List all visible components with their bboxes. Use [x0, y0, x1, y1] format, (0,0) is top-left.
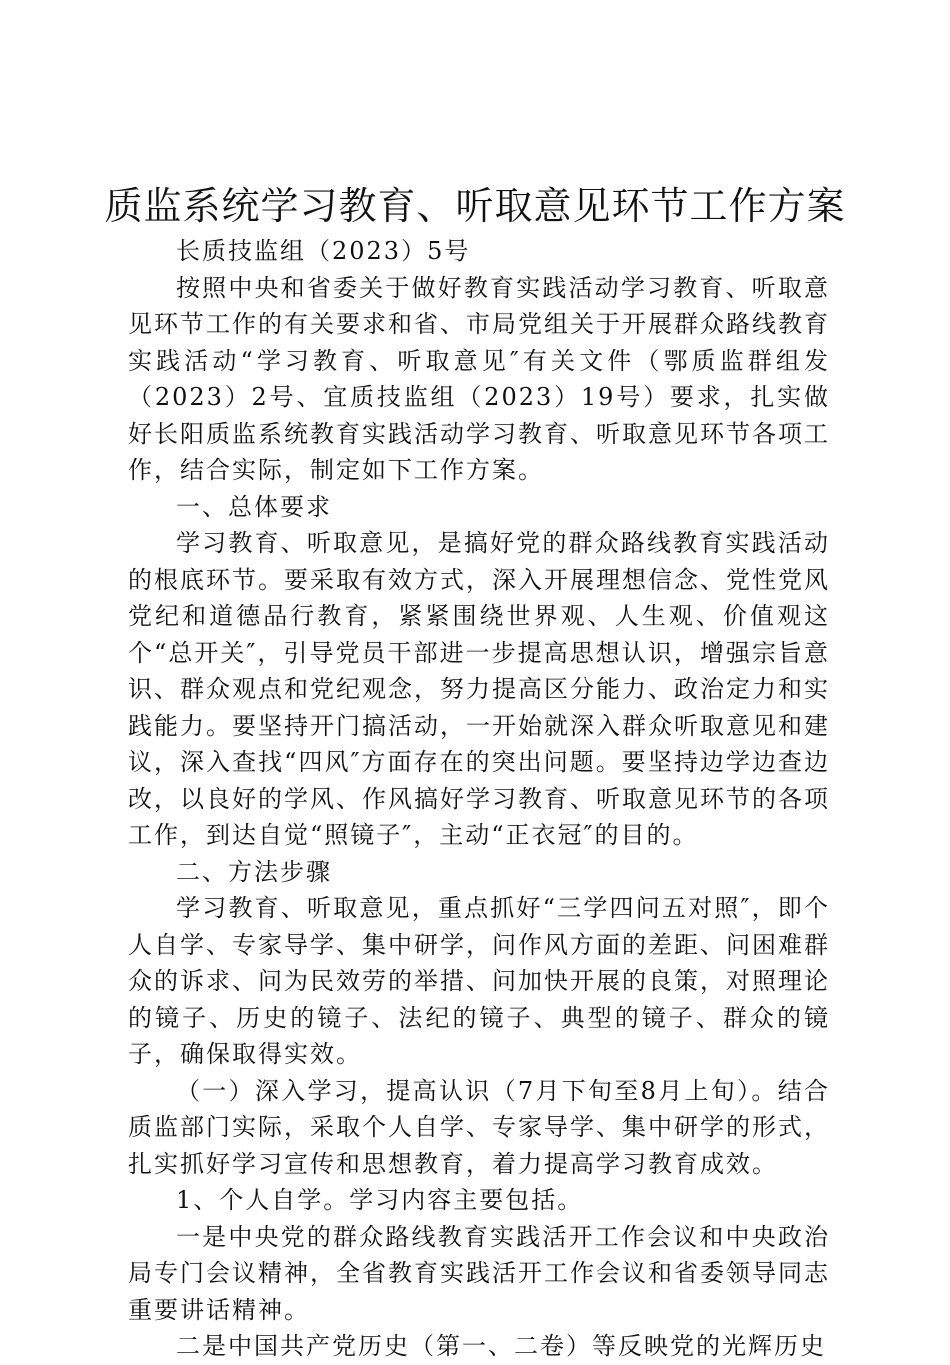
paragraph-general-requirements: 学习教育、听取意见，是搞好党的群众路线教育实践活动的根底环节。要采取有效方式，深入开展理想信念、党性党风党纪和道德品行教育，紧紧围绕世界观、人生观、价值观这个“总开关″，引导党员干部进一步提高思想认识，增强宗旨意识、群众观点和党纪观念，努力提高区分能力、政治定力和实践能力。要坚持开门搞活动，一开始就深入群众听取意见和建议，深入查找“四风″方面存在的突出问题。要坚持边学边查边改，以良好的学风、作风搞好学习教育、听取意见环节的各项工作，到达自觉“照镜子″，主动“正衣冠″的目的。: [128, 529, 830, 849]
document-title: 质监系统学习教育、听取意见环节工作方案: [104, 184, 846, 228]
paragraph-deep-study: （一）深入学习，提高认识（7月下旬至8月上旬）。结合质监部门实际，采取个人自学、专家导学、集中研学的形式，扎实抓好学习宣传和思想教育，着力提高学习教育成效。: [128, 1076, 830, 1178]
document-body: [128, 233, 830, 1365]
document-number: 长质技监组（2023）5号: [176, 237, 471, 265]
paragraph-item-two: 二是中国共产党历史（第一、二卷）等反映党的光辉历史: [176, 1332, 826, 1360]
paragraph-intro: 按照中央和省委关于做好教育实践活动学习教育、听取意见环节工作的有关要求和省、市局党组关于开展群众路线教育实践活动“学习教育、听取意见″有关文件（鄂质监群组发（2023）2号、宜质技监组（2023）19号）要求，扎实做好长阳质监系统教育实践活动学习教育、听取意见环节各项工作，结合实际，制定如下工作方案。: [128, 273, 830, 484]
section-heading-methods-steps: 二、方法步骤: [176, 857, 332, 886]
section-heading-general-requirements: 一、总体要求: [176, 492, 332, 521]
paragraph-self-study: 1、个人自学。学习内容主要包括。: [176, 1186, 584, 1214]
paragraph-item-one: 一是中央党的群众路线教育实践活开工作会议和中央政治局专门会议精神，全省教育实践活开工作会议和省委领导同志重要讲话精神。: [128, 1222, 830, 1324]
paragraph-methods-steps: 学习教育、听取意见，重点抓好“三学四问五对照″，即个人自学、专家导学、集中研学，问作风方面的差距、问困难群众的诉求、问为民效劳的举措、问加快开展的良策，对照理论的镜子、历史的镜子、法纪的镜子、典型的镜子、群众的镜子，确保取得实效。: [128, 894, 830, 1068]
